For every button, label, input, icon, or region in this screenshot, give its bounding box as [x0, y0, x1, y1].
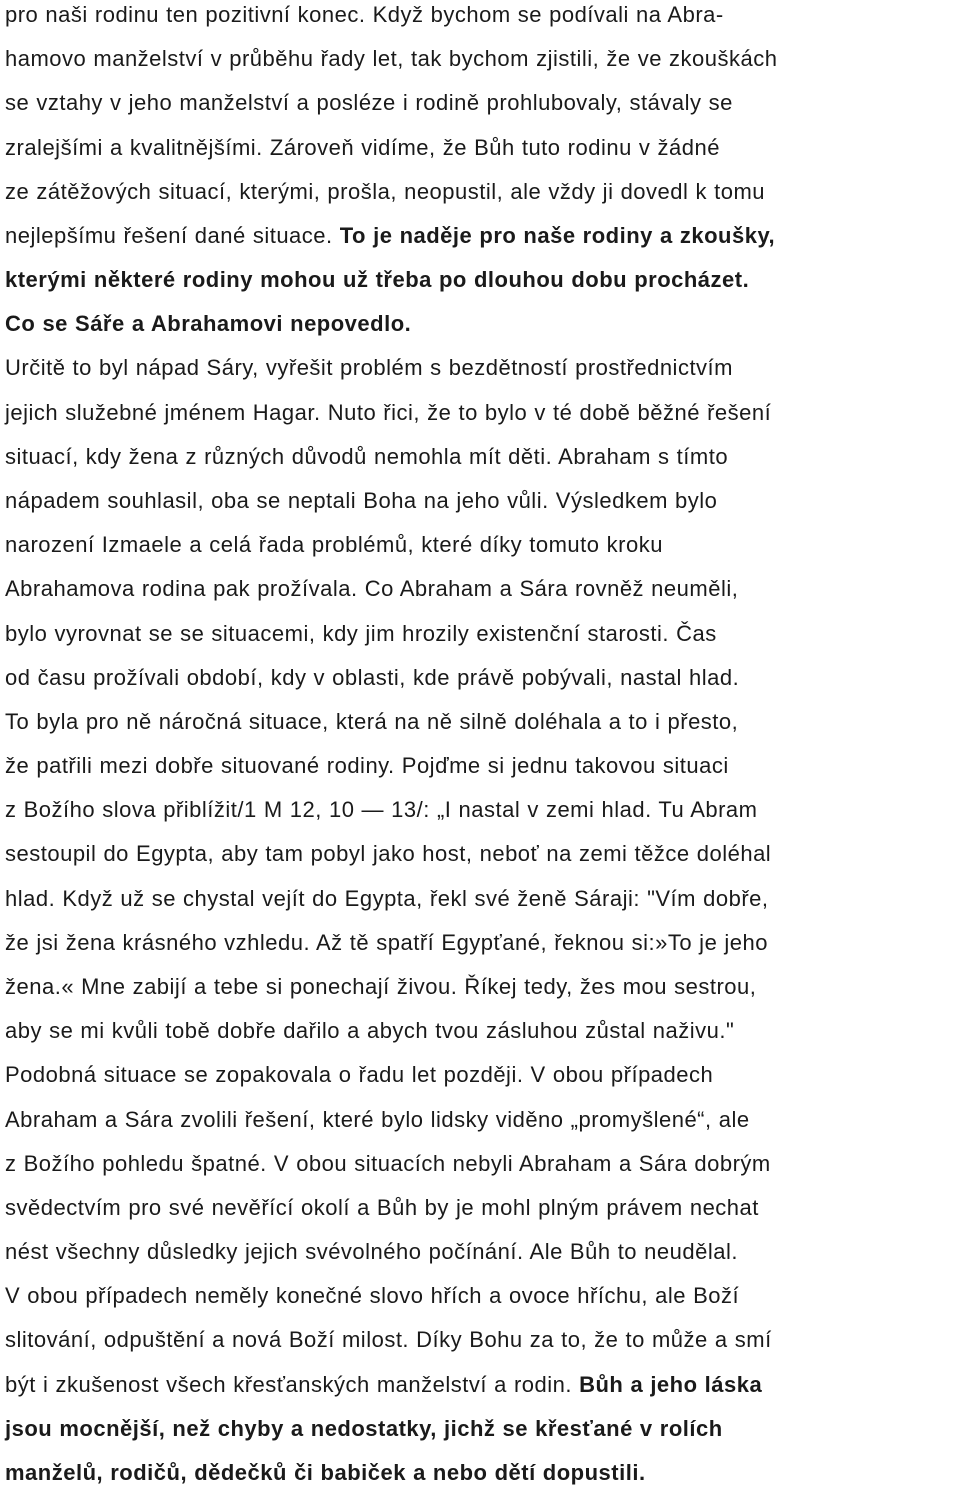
- bold-text-segment: kterými některé rodiny mohou už třeba po dlouhou dobu procházet.: [5, 267, 750, 293]
- text-line: [5, 1193, 759, 1223]
- text-segment: pro naši rodinu ten pozitivní konec. Když bychom se podívali na Abra-: [5, 2, 724, 27]
- text-line: [5, 1060, 713, 1090]
- text-line: [5, 530, 663, 560]
- text-segment: hamovo manželství v průběhu řady let, tak bychom zjistili, že ve zkouškách: [5, 46, 778, 72]
- text-line: [5, 574, 738, 604]
- text-segment: jejich služebné jménem Hagar. Nuto řici, že to bylo v té době běžné řešení: [5, 399, 772, 425]
- text-segment: nápadem souhlasil, oba se neptali Boha na jeho vůli. Výsledkem bylo: [5, 488, 718, 513]
- text-line: [5, 1458, 646, 1488]
- text-segment: Určitě to byl nápad Sáry, vyřešit problém s bezdětností prostřednictvím: [5, 355, 733, 381]
- text-line: [5, 1105, 750, 1135]
- text-segment: od času prožívali období, kdy v oblasti, kde právě pobývali, nastal hlad.: [5, 664, 740, 690]
- text-line: [5, 309, 411, 339]
- text-line: [5, 0, 724, 30]
- text-line: [5, 795, 758, 825]
- bold-text-segment: Co se Sáře a Abrahamovi nepovedlo.: [5, 311, 412, 337]
- text-segment: V obou případech neměly konečné slovo hřích a ovoce hříchu, ale Boží: [5, 1283, 740, 1309]
- text-segment: aby se mi kvůli tobě dobře dařilo a abych tvou zásluhou zůstal naživu.": [5, 1018, 735, 1044]
- text-line: [5, 442, 728, 472]
- text-line: [5, 486, 717, 516]
- text-segment: Podobná situace se zopakovala o řadu let později. V obou případech: [5, 1062, 714, 1088]
- text-line: [5, 751, 729, 781]
- text-line: [5, 707, 738, 737]
- text-segment: narození Izmaele a celá řada problémů, které díky tomuto kroku: [5, 532, 663, 558]
- text-line: [5, 1237, 738, 1267]
- text-line: [5, 353, 733, 383]
- text-segment: žena.« Mne zabijí a tebe si ponechají živou. Říkej tedy, žes mou sestrou,: [5, 974, 757, 999]
- text-line: [5, 44, 778, 74]
- text-line: [5, 1414, 723, 1444]
- text-segment: ze zátěžových situací, kterými, prošla, neopustil, ale vždy ji dovedl k tomu: [5, 178, 766, 204]
- text-line: [5, 884, 769, 914]
- bold-text-segment: Bůh a jeho láska: [579, 1371, 763, 1397]
- text-line: [5, 133, 720, 163]
- text-segment: se vztahy v jeho manželství a posléze i rodině prohlubovaly, stávaly se: [5, 90, 733, 116]
- text-segment: Abrahamova rodina pak prožívala. Co Abraham a Sára rovněž neuměli,: [5, 576, 739, 602]
- text-line: [5, 663, 739, 693]
- text-line: [5, 1370, 762, 1400]
- bold-text-segment: manželů, rodičů, dědečků či babiček a nebo dětí dopustili.: [5, 1459, 646, 1485]
- text-segment: sestoupil do Egypta, aby tam pobyl jako host, neboť na zemi těžce doléhal: [5, 841, 772, 867]
- text-line: [5, 928, 768, 958]
- text-line: [5, 972, 756, 1002]
- text-segment: nést všechny důsledky jejich svévolného počínání. Ale Bůh to neudělal.: [5, 1239, 738, 1264]
- text-segment: z Božího pohledu špatné. V obou situacích nebyli Abraham a Sára dobrým: [5, 1150, 771, 1176]
- text-segment: zralejšími a kvalitnějšími. Zároveň vidíme, že Bůh tuto rodinu v žádné: [5, 134, 720, 160]
- text-segment: hlad. Když už se chystal vejít do Egypta, řekl své ženě Sáraji: "Vím dobře,: [5, 885, 769, 911]
- text-segment: Abraham a Sára zvolili řešení, které bylo lidsky viděno „promyšlené“, ale: [5, 1106, 750, 1132]
- text-line: [5, 619, 717, 649]
- text-line: [5, 398, 771, 428]
- text-line: [5, 177, 765, 207]
- text-line: [5, 221, 775, 251]
- text-line: [5, 88, 733, 118]
- bold-text-segment: jsou mocnější, než chyby a nedostatky, jichž se křesťané v rolích: [5, 1415, 723, 1441]
- text-segment: z Božího slova přiblížit/1 M 12, 10 — 13/: „I nastal v zemi hlad. Tu Abram: [5, 797, 758, 823]
- text-line: [5, 1016, 734, 1046]
- text-line: [5, 1281, 739, 1311]
- text-segment: že patřili mezi dobře situované rodiny. Pojďme si jednu takovou situaci: [5, 753, 729, 779]
- text-segment: situací, kdy žena z různých důvodů nemohla mít děti. Abraham s tímto: [5, 443, 729, 469]
- text-segment: nejlepšímu řešení dané situace.: [5, 222, 340, 248]
- text-segment: svědectvím pro své nevěřící okolí a Bůh by je mohl plným právem nechat: [5, 1194, 759, 1220]
- text-segment: být i zkušenost všech křesťanských manželství a rodin.: [5, 1371, 580, 1397]
- text-line: [5, 839, 771, 869]
- text-segment: bylo vyrovnat se se situacemi, kdy jim hrozily existenční starosti. Čas: [5, 620, 717, 646]
- text-line: [5, 265, 749, 295]
- text-segment: slitování, odpuštění a nová Boží milost. Díky Bohu za to, že to může a smí: [5, 1327, 772, 1353]
- text-segment: To byla pro ně náročná situace, která na ně silně doléhala a to i přesto,: [5, 708, 739, 734]
- bold-text-segment: To je naděje pro naše rodiny a zkoušky,: [339, 222, 776, 248]
- text-segment: že jsi žena krásného vzhledu. Až tě spatří Egypťané, řeknou si:»To je jeho: [5, 929, 769, 955]
- text-line: [5, 1325, 772, 1355]
- text-line: [5, 1149, 771, 1179]
